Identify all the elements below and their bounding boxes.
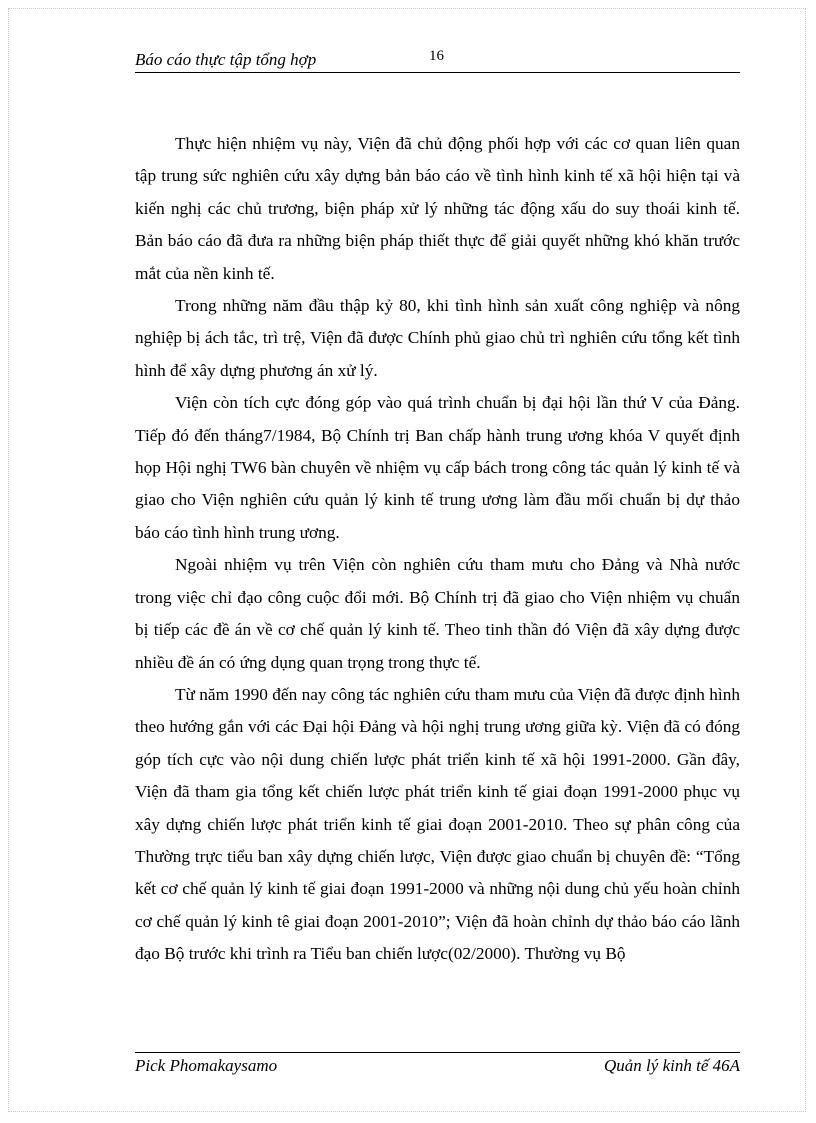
body-text bbox=[135, 128, 740, 971]
page-footer bbox=[135, 1052, 740, 1077]
footer-author: Pick Phomakaysamo bbox=[135, 1056, 278, 1075]
header-title: Báo cáo thực tập tổng hợp bbox=[135, 50, 317, 69]
paragraph-2: Trong những năm đầu thập kỷ 80, khi tình hình sản xuất công nghiệp và nông nghiệp bị ách tắc, trì trệ, Viện đã được Chính phủ giao chủ trì nghiên cứu tổng kết tình hình để xây dựng phương án xử lý. bbox=[135, 296, 740, 380]
paragraph-4: Ngoài nhiệm vụ trên Viện còn nghiên cứu tham mưu cho Đảng và Nhà nước trong việc chỉ đạo công cuộc đổi mới. Bộ Chính trị đã giao cho Viện nhiệm vụ chuẩn bị tiếp các đề án về cơ chế quản lý kinh tế. Theo tinh thần đó Viện đã xây dựng được nhiều đề án có ứng dụng quan trọng trong thực tế. bbox=[135, 555, 740, 672]
paragraph-3: Viện còn tích cực đóng góp vào quá trình chuẩn bị đại hội lần thứ V của Đảng. Tiếp đó đến tháng7/1984, Bộ Chính trị Ban chấp hành trung ương khóa V quyết định họp Hội nghị TW6 bàn chuyên về nhiệm vụ cấp bách trong công tác quản lý kinh tế và giao cho Viện nghiên cứu quản lý kinh tế trung ương làm đầu mối chuẩn bị dự thảo báo cáo tình hình trung ương. bbox=[135, 393, 740, 542]
paragraph-1: Thực hiện nhiệm vụ này, Viện đã chủ động phối hợp với các cơ quan liên quan tập trung sức nghiên cứu xây dựng bản báo cáo về tình hình kinh tế xã hội hiện tại và kiến nghị các chủ trương, biện pháp xử lý những tác động xấu do suy thoái kinh tế. Bản báo cáo đã đưa ra những biện pháp thiết thực để giải quyết những khó khăn trước mắt của nền kinh tế. bbox=[135, 134, 740, 283]
paragraph-5: Từ năm 1990 đến nay công tác nghiên cứu tham mưu của Viện đã được định hình theo hướng gắn với các Đại hội Đảng và hội nghị trung ương giữa kỳ. Viện đã có đóng góp tích cực vào nội dung chiến lược phát triển kinh tế xã hội 1991-2000. Gần đây, Viện đã tham gia tổng kết chiến lược phát triển kinh tế giai đoạn 1991-2000 phục vụ xây dựng chiến lược phát triển kinh tế giai đoạn 2001-2010. Theo sự phân công của Thường trực tiểu ban xây dựng chiến lược, Viện được giao chuẩn bị chuyên đề: “Tổng kết cơ chế quản lý kinh tế giai đoạn 1991-2000 và những nội dung chủ yếu hoàn chỉnh cơ chế quản lý kinh tê giai đoạn 2001-2010”; Viện đã hoàn chỉnh dự thảo báo cáo lãnh đạo Bộ trước khi trình ra Tiểu ban chiến lược(02/2000). Thường vụ Bộ bbox=[135, 684, 740, 964]
page-header bbox=[135, 48, 740, 73]
footer-class: Quản lý kinh tế 46A bbox=[604, 1056, 740, 1075]
page-number: 16 bbox=[429, 48, 444, 64]
